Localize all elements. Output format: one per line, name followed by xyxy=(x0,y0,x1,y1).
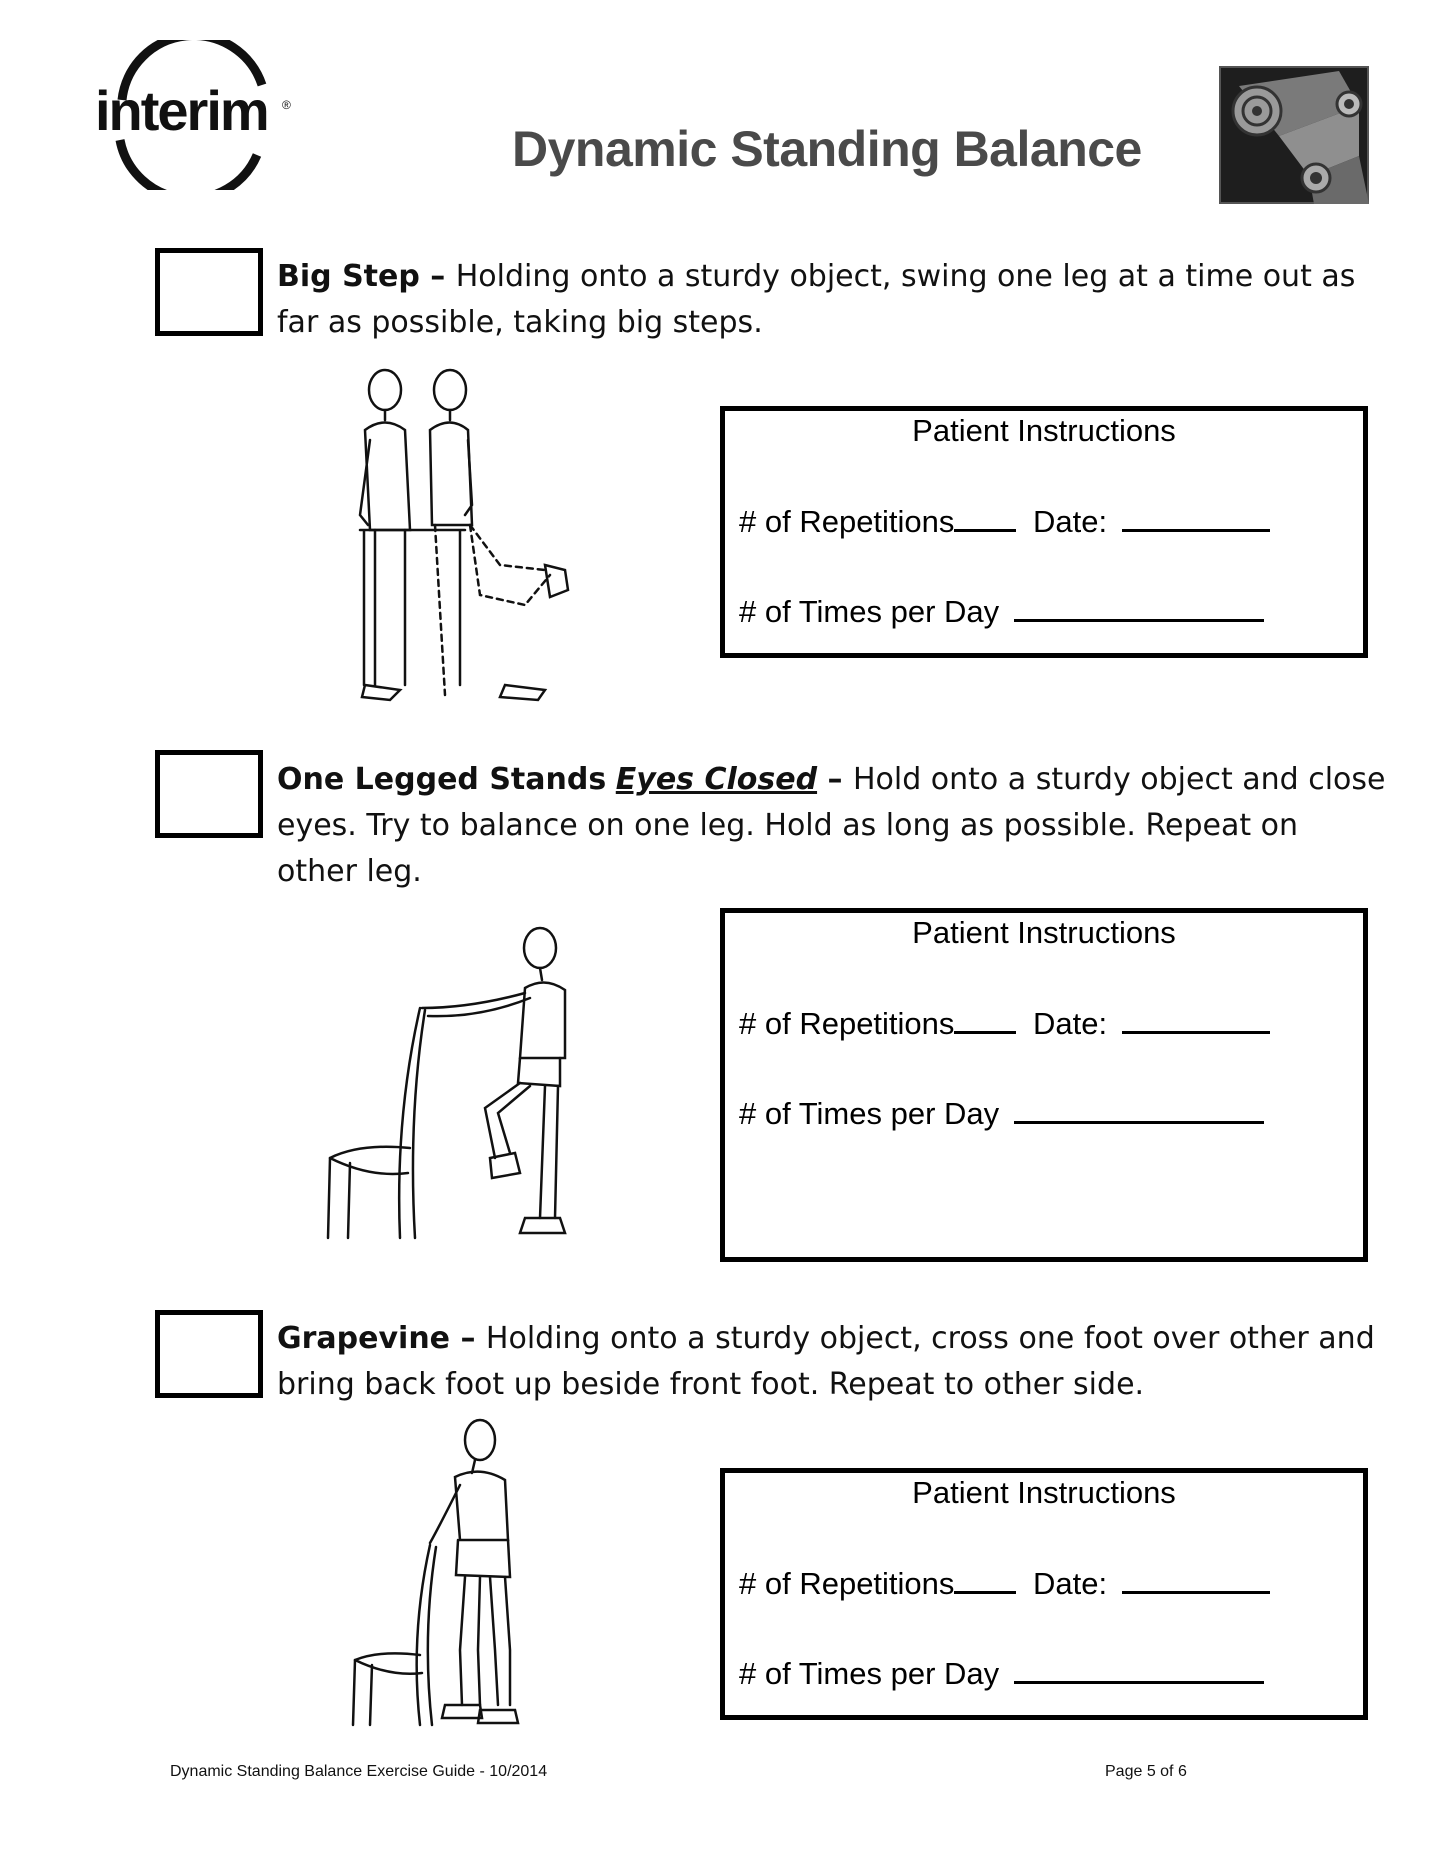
times-per-day-field[interactable] xyxy=(1014,1095,1264,1124)
instructions-title: Patient Instructions xyxy=(912,413,1176,448)
exercise-3-checkbox[interactable] xyxy=(155,1310,263,1398)
times-per-day-field[interactable] xyxy=(1014,1655,1264,1684)
patient-instructions-box-2 xyxy=(720,908,1368,1262)
exercise-2-name: One Legged Stands xyxy=(277,762,607,797)
exercise-2-checkbox[interactable] xyxy=(155,750,263,838)
exercise-1-name: Big Step xyxy=(277,259,420,294)
one-legged-stand-illustration xyxy=(320,918,610,1248)
exercise-3-name: Grapevine xyxy=(277,1321,451,1356)
date-field[interactable] xyxy=(1122,1565,1270,1594)
repetitions-label: # of Repetitions xyxy=(739,1566,955,1601)
repetitions-field[interactable] xyxy=(954,1005,1016,1034)
times-per-day-label: # of Times per Day xyxy=(739,1656,1000,1691)
footer-guide-title: Dynamic Standing Balance Exercise Guide - 10/2014 xyxy=(170,1763,548,1780)
repetitions-field[interactable] xyxy=(954,503,1016,532)
exercise-2-description: One Legged Stands Eyes Closed – Hold onto a sturdy object and close eyes. Try to balance on one leg. Hold as long as possible. Repeat on other leg. xyxy=(277,762,1386,889)
exercise-3-description: Grapevine – Holding onto a sturdy object, cross one foot over other and bring back foot up beside front foot. Repeat to other side. xyxy=(277,1321,1375,1402)
exercise-1-checkbox[interactable] xyxy=(155,248,263,336)
footer-page-number: Page 5 of 6 xyxy=(1105,1763,1187,1780)
date-field[interactable] xyxy=(1122,503,1270,532)
exercise-1-text: Holding onto a sturdy object, swing one leg at a time out as far as possible, taking big steps. xyxy=(277,259,1356,340)
instructions-title: Patient Instructions xyxy=(912,1475,1176,1510)
page-title: Dynamic Standing Balance xyxy=(512,121,1142,177)
exercise-1-description: Big Step – Holding onto a sturdy object, swing one leg at a time out as far as possible, taking big steps. xyxy=(277,259,1356,340)
patient-instructions-box-3 xyxy=(720,1468,1368,1720)
big-step-illustration xyxy=(350,365,590,705)
gear-emblem-icon xyxy=(1219,66,1369,204)
exercise-3-text: Holding onto a sturdy object, cross one foot over other and bring back foot up beside front foot. Repeat to other side. xyxy=(277,1321,1375,1402)
times-per-day-label: # of Times per Day xyxy=(739,594,1000,629)
registered-mark: ® xyxy=(282,98,291,112)
interim-logo-text: interim xyxy=(95,79,268,142)
instructions-title: Patient Instructions xyxy=(912,915,1176,950)
times-per-day-field[interactable] xyxy=(1014,593,1264,622)
date-label: Date: xyxy=(1033,504,1108,539)
repetitions-label: # of Repetitions xyxy=(739,504,955,539)
exercise-2-text: Hold onto a sturdy object and close eyes. Try to balance on one leg. Hold as long as possible. Repeat on other leg. xyxy=(277,762,1386,889)
date-label: Date: xyxy=(1033,1006,1108,1041)
patient-instructions-box-1 xyxy=(720,406,1368,658)
date-label: Date: xyxy=(1033,1566,1108,1601)
repetitions-label: # of Repetitions xyxy=(739,1006,955,1041)
exercise-2-emphasis: Eyes Closed xyxy=(615,762,818,797)
repetitions-field[interactable] xyxy=(954,1565,1016,1594)
grapevine-illustration xyxy=(350,1415,550,1735)
times-per-day-label: # of Times per Day xyxy=(739,1096,1000,1131)
date-field[interactable] xyxy=(1122,1005,1270,1034)
